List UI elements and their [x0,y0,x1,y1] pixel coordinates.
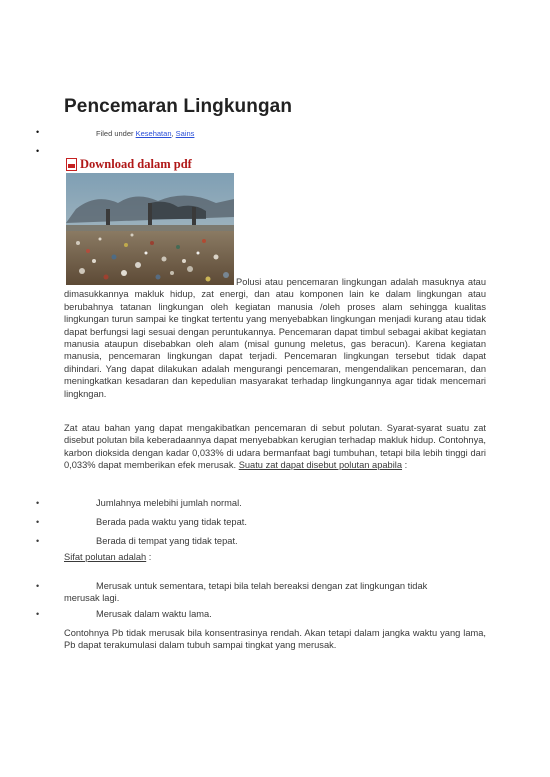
paragraph-text: Polusi atau pencemaran lingkungan adalah masuknya atau dimasukkannya makluk hidup, zat energi, dan atau komponen lain ke dalam lingkungan atau berubahnya tatanan lingkungan oleh kegiatan manusia /oleh proses alam sehingga kualitas lingkungan turun sampai ke tingkat tertentu yang menyebabkan lingkungan menjadi kurang atau tidak dapat berfungsi lagi sesuai dengan peruntukannya. Pencemaran dapat timbul sebagai akibat kegiatan manusia ataupun disebabkan oleh alam (misal gunung meletus, gas beracun). Karena kegiatan manusia, pencemaran lingkungan dapat terjadi. Pencemaran lingkungan tersebut tidak dapat dihindari. Yang dapat dilakukan adalah mengurangi pencemaran, mengendalikan pencemaran, dan meningkatkan kesadaran dan kepedulian masyarakat terhadap lingkungannya agar tidak mencemari lingkngan. [64,277,486,399]
list-item-text: Merusak dalam waktu lama. [96,609,212,619]
bullet-marker: • [36,581,40,591]
download-pdf-label: Download dalam pdf [80,156,192,171]
filed-under-meta [96,129,194,138]
paragraph-tail: : [402,460,408,471]
filed-under-label: Filed under [96,129,134,138]
paragraph-example [64,627,486,652]
list-item-text: Berada di tempat yang tidak tepat. [96,536,238,546]
list-item-text-continued: merusak lagi. [64,593,120,604]
category-link-kesehatan[interactable]: Kesehatan [135,129,172,138]
paragraph-text [64,422,486,472]
bullet-marker: • [36,609,40,619]
list-item-text: Merusak untuk sementara, tetapi bila telah bereaksi dengan zat lingkungan tidak [96,581,428,591]
polutan-condition-link[interactable]: Suatu zat dapat disebut polutan apabila [238,460,403,471]
pdf-file-icon [66,158,77,171]
page-title: Pencemaran Lingkungan [64,96,293,117]
bullet-marker: • [36,536,40,546]
bullet-marker: • [36,146,40,156]
properties-label-text[interactable]: Sifat polutan adalah [64,552,147,562]
bullet-marker: • [36,498,40,508]
properties-label-tail: : [146,552,152,562]
category-separator: , [171,129,176,138]
list-item-text: Berada pada waktu yang tidak tepat. [96,517,247,527]
pollution-photo [66,173,234,285]
bullet-marker: • [36,127,40,137]
category-link-sains[interactable]: Sains [175,129,195,138]
paragraph-main-text: Zat atau bahan yang dapat mengakibatkan pencemaran di sebut polutan. Syarat-syarat suatu zat disebut polutan bila keberadaannya dapat menyebabkan kerugian terhadap makluk hidup. Contohnya, karbon dioksida dengan kadar 0,033% di udara bermanfaat bagi tumbuhan, tetapi bila lebih tinggi dari 0,033% dapat memberikan efek merusak. [64,423,486,471]
download-pdf-link[interactable] [66,156,192,172]
bullet-marker: • [36,517,40,527]
paragraph-text: Contohnya Pb tidak merusak bila konsentrasinya rendah. Akan tetapi dalam jangka waktu yang lama, Pb dapat terakumulasi dalam tubuh sampai tingkat yang merusak. [64,628,486,651]
paragraph-pollutant [64,422,486,472]
properties-label [64,552,151,562]
list-item-text: Jumlahnya melebihi jumlah normal. [96,498,242,508]
paragraph-definition [64,276,486,400]
